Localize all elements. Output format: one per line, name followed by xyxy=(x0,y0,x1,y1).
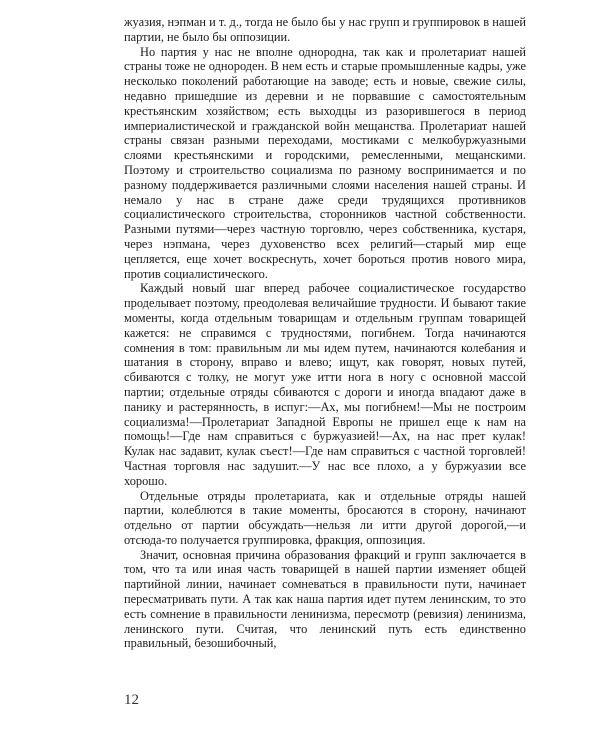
paragraph: Значит, основная причина образования фракций и групп заключается в том, что та или иная часть товарищей в нашей партии изменяет общей партийной линии, начинает сомневаться в правильности пути, начинает пересматривать пути. А так как наша партия идет путем ленинским, то это есть сомнение в правильности ленинизма, пересмотр (ревизия) ленинизма, ленинского пути. Считая, что ленинский путь есть единственно правильный, безошибочный, xyxy=(124,547,526,651)
body-text xyxy=(124,15,526,651)
page-number: 12 xyxy=(124,692,139,708)
paragraph: Отдельные отряды пролетариата, как и отдельные отряды нашей партии, колеблются в такие моменты, бросаются в сторону, начинают отдельно от партии обсуждать—нельзя ли итти другой дорогой,—и отсюда-то получается группировка, фракция, оппозиция. xyxy=(124,488,526,547)
paragraph: Каждый новый шаг вперед рабочее социалистическое государство проделывает поэтому, преодолевая величайшие трудности. И бывают такие моменты, когда отдельным товарищам и отдельным группам товарищей кажется: не справимся с трудностями, погибнем. Тогда начинаются сомнения в том: правильным ли мы идем путем, начинаются колебания и шатания в сторону, вправо и влево; ищут, как говорят, новых путей, сбиваются с толку, не могут уже итти нога в ногу с основной массой партии; отдельные отряды сбиваются с дороги и иногда впадают даже в панику и растерянность, в испуг:—Ах, мы погибнем!—Мы не построим социализма!—Пролетариат Западной Европы не пришел еще к нам на помощь!—Где нам справиться с буржуазией!—Ах, на нас прет кулак! Кулак нас задавит, кулак съест!—Где нам справиться с частной торговлей! Частная торговля нас задушит.—У нас все плохо, а у буржуазии все хорошо. xyxy=(124,281,526,488)
paragraph: Но партия у нас не вполне однородна, так как и пролетариат нашей страны тоже не однороден. В нем есть и старые промышленные кадры, уже несколько поколений работающие на заводе; есть и новые, свежие силы, недавно пришедшие из деревни и не порвавшие с самостоятельным крестьянским хозяйством; есть выходцы из разорившегося в период империалистической и гражданской войн мещанства. Пролетариат нашей страны связан разными переходами, мостиками с мелкобуржуазными слоями крестьянскими и городскими, ремесленными, мещанскими. Поэтому и строительство социализма по разному воспринимается и по разному поддерживается различными слоями населения нашей страны. И немало у нас в стране даже среди трудящихся противников социалистического строительства, сторонников частной собственности. Разными путями—через частную торговлю, через собственника, кустаря, через нэпмана, через духовенство всех религий—старый мир еще цепляется, еще хочет воскреснуть, хочет бороться против нового мира, против социалистического. xyxy=(124,44,526,281)
paragraph-continuation: жуазия, нэпман и т. д., тогда не было бы у нас групп и группировок в нашей партии, не было бы оппозиции. xyxy=(124,15,526,44)
